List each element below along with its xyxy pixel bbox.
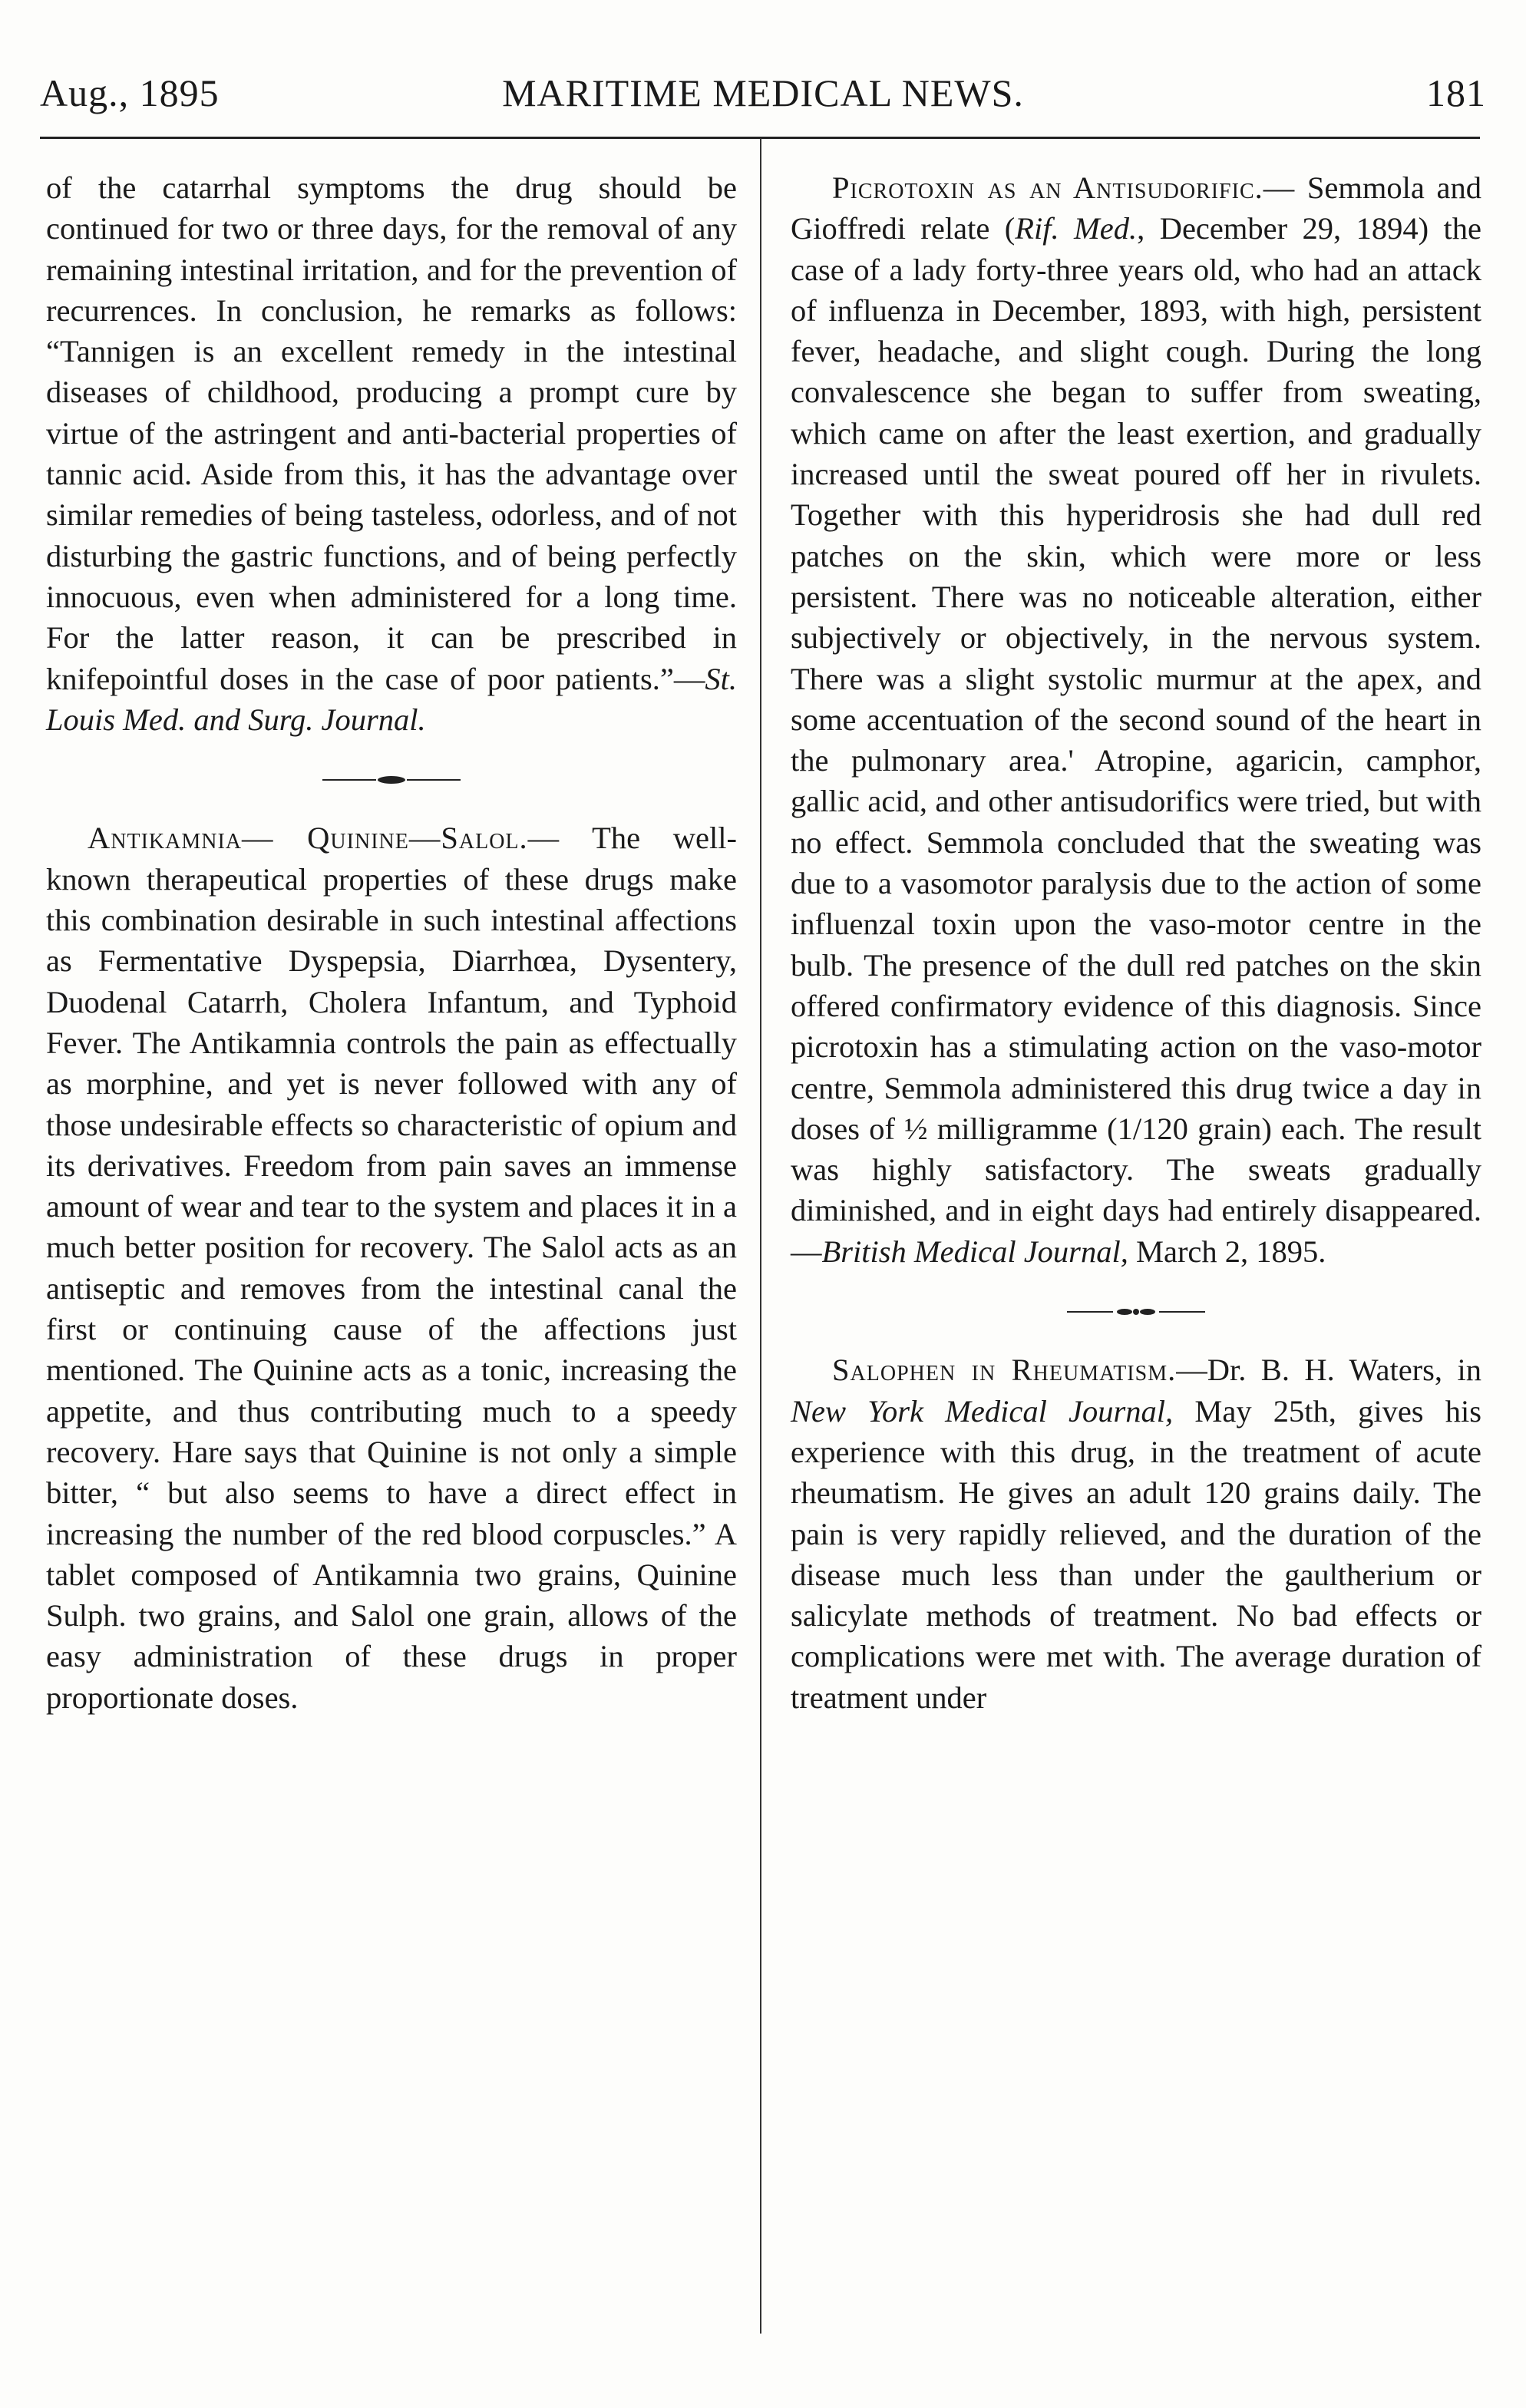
ornament-divider-icon xyxy=(315,772,468,788)
salophen-article xyxy=(791,1349,1481,1718)
picrotoxin-heading: Picrotoxin as an Antisudorific.— xyxy=(832,170,1296,205)
salophen-reference: New York Medical Journal, xyxy=(791,1393,1174,1429)
picrotoxin-source: British Medical Journal, xyxy=(821,1234,1128,1269)
tannigen-text: of the catarrhal symptoms the drug should be continued for two or three days, for the removal of any remaining intestinal irritation, and for the prevention of recurrences. In conclusion, he remarks as follows: “Tannigen is an excellent remedy in the intestinal diseases of childhood, producing a prompt cure by virtue of the astringent and anti-bacterial properties of tannic acid. Aside from this, it has the advantage over similar remedies of being tasteless, odorless, and of not disturbing the gastric functions, and of being perfectly innocuous, even when administered for a long time. For the latter reason, it can be prescribed in knifepointful doses in the case of poor patients.”— xyxy=(46,170,737,696)
section-ornament xyxy=(46,757,737,798)
header-journal-title: MARITIME MEDICAL NEWS. xyxy=(502,71,1024,114)
antikamnia-article xyxy=(46,818,737,1718)
salophen-intro: —Dr. B. H. Waters, in xyxy=(1176,1353,1482,1388)
header-page-number: 181 xyxy=(1426,71,1486,114)
header-date: Aug., 1895 xyxy=(40,71,220,114)
picrotoxin-reference: Rif. Med. xyxy=(1015,211,1138,246)
tannigen-source: St. Louis Med. and Surg. Journal. xyxy=(46,661,737,737)
picrotoxin-article xyxy=(791,167,1481,1272)
salophen-heading: Salophen in Rheumatism. xyxy=(832,1353,1177,1388)
ornament-divider-icon xyxy=(1059,1304,1213,1320)
tannigen-continuation xyxy=(46,167,737,740)
section-ornament xyxy=(791,1289,1481,1330)
column-divider xyxy=(760,138,761,2334)
antikamnia-heading: Antikamnia— Quinine—Salol.— xyxy=(88,821,560,856)
picrotoxin-intro: Semmola and Gioffredi relate ( xyxy=(791,170,1481,246)
page-header xyxy=(40,71,1486,124)
salophen-text: May 25th, gives his experience with this drug, in the treatment of acute rheumatism. He gives an adult 120 grains daily. The pain is very rapidly relieved, and the duration of the disease much less than under the gaultherium or salicylate methods of treatment. No bad effects or complications were met with. The average duration of treatment under xyxy=(791,1393,1481,1715)
right-column xyxy=(791,167,1481,1718)
picrotoxin-text: , December 29, 1894) the case of a lady forty-three years old, who had an attack of influenza in December, 1893, with high, persistent fever, headache, and slight cough. During the long convalescence she began to suffer from sweating, which came on after the least exertion, and gradually increased until the sweat poured off her in rivulets. Together with this hyperidrosis she had dull red patches on the skin, which were more or less persistent. There was no noticeable alteration, either subjectively or objectively, in the nervous system. There was a slight systolic murmur at the apex, and some accentuation of the second sound of the heart in the pulmonary area.' Atropine, agaricin, camphor, gallic acid, and other antisudorifics were tried, but with no effect. Semmola concluded that the sweating was due to a vasomotor paralysis due to the action of some influenzal toxin upon the vaso-motor centre in the bulb. The presence of the dull red patches on the skin offered confirmatory evidence of this diagnosis. Since picrotoxin has a stimulating action on the vaso-motor centre, Semmola administered this drug twice a day in doses of ½ milligramme (1/120 grain) each. The result was highly satisfactory. The sweats gradually diminished, and in eight days had entirely disappeared.— xyxy=(791,211,1481,1269)
antikamnia-text: The well-known therapeutical properties of these drugs make this combination desirable in such intestinal affections as Fermentative Dyspepsia, Diarrhœa, Dysentery, Duodenal Catarrh, Cholera Infantum, and Typhoid Fever. The Antikamnia controls the pain as effectually as morphine, and yet is never followed with any of those undesirable effects so characteristic of opium and its derivatives. Freedom from pain saves an immense amount of wear and tear to the system and places it in a much better position for recovery. The Salol acts as an antiseptic and removes from the intestinal canal the first or continuing cause of the affections just mentioned. The Quinine acts as a tonic, increasing the appetite, and thus contributing much to a speedy recovery. Hare says that Quinine is not only a simple bitter, “ but also seems to have a direct effect in increasing the number of the red blood corpuscles.” A tablet composed of Antikamnia two grains, Quinine Sulph. two grains, and Salol one grain, allows of the easy administration of these drugs in proper proportionate doses. xyxy=(46,821,737,1715)
left-column xyxy=(46,167,737,1718)
picrotoxin-date: March 2, 1895. xyxy=(1128,1234,1326,1269)
